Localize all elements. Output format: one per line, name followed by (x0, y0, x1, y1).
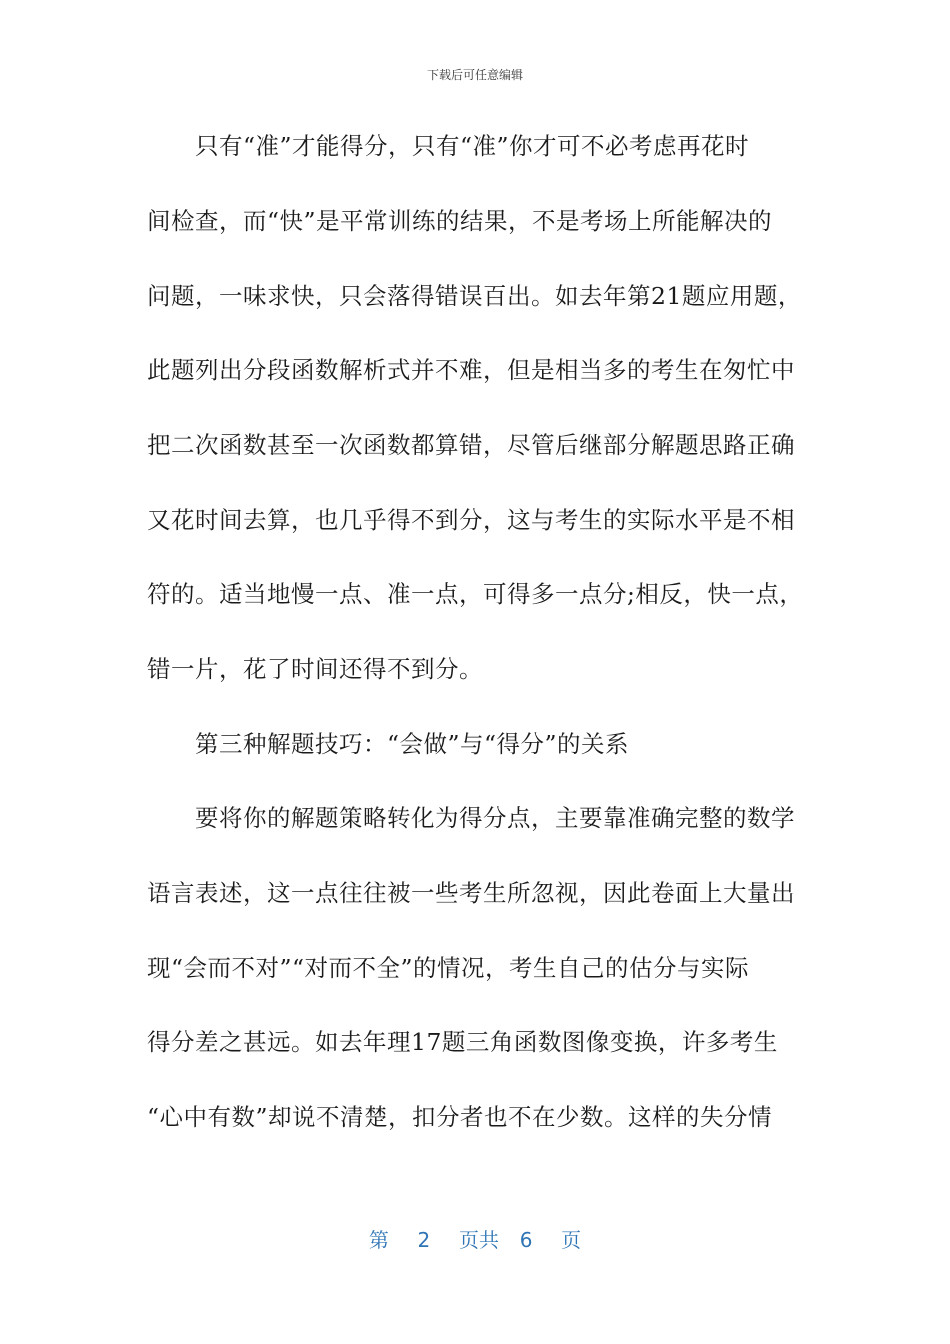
section-heading: 第三种解题技巧：“会做”与“得分”的关系 (147, 730, 630, 758)
footer-prefix: 第 (368, 1228, 389, 1252)
page-header: 下载后可任意编辑 (426, 68, 523, 82)
text-line: 只有“准”才能得分，只有“准”你才可不必考虑再花时 (147, 132, 750, 160)
total-pages-number: 6 (519, 1228, 533, 1252)
text-line: “心中有数”却说不清楚，扣分者也不在少数。这样的失分情 (147, 1103, 773, 1131)
footer-middle: 页共 (459, 1228, 499, 1252)
text-line: 把二次函数甚至一次函数都算错，尽管后继部分解题思路正确 (147, 431, 795, 459)
text-line: 此题列出分段函数解析式并不难，但是相当多的考生在匆忙中 (147, 356, 795, 384)
text-line: 错一片，花了时间还得不到分。 (147, 655, 483, 683)
current-page-number: 2 (417, 1228, 431, 1252)
page-footer (0, 1224, 950, 1253)
footer-suffix: 页 (561, 1228, 582, 1252)
text-line: 语言表述，这一点往往被一些考生所忽视，因此卷面上大量出 (147, 879, 795, 907)
text-line: 要将你的解题策略转化为得分点，主要靠准确完整的数学 (147, 804, 795, 832)
text-line: 问题，一味求快，只会落得错误百出。如去年第21题应用题， (147, 282, 802, 310)
text-line: 又花时间去算，也几乎得不到分，这与考生的实际水平是不相 (147, 506, 795, 534)
text-line: 得分差之甚远。如去年理17题三角函数图像变换，许多考生 (147, 1028, 778, 1056)
text-line: 现“会而不对”“对而不全”的情况，考生自己的估分与实际 (147, 954, 750, 982)
text-line: 间检查，而“快”是平常训练的结果，不是考场上所能解决的 (147, 207, 773, 235)
text-line: 符的。适当地慢一点、准一点，可得多一点分;相反，快一点， (147, 580, 804, 608)
